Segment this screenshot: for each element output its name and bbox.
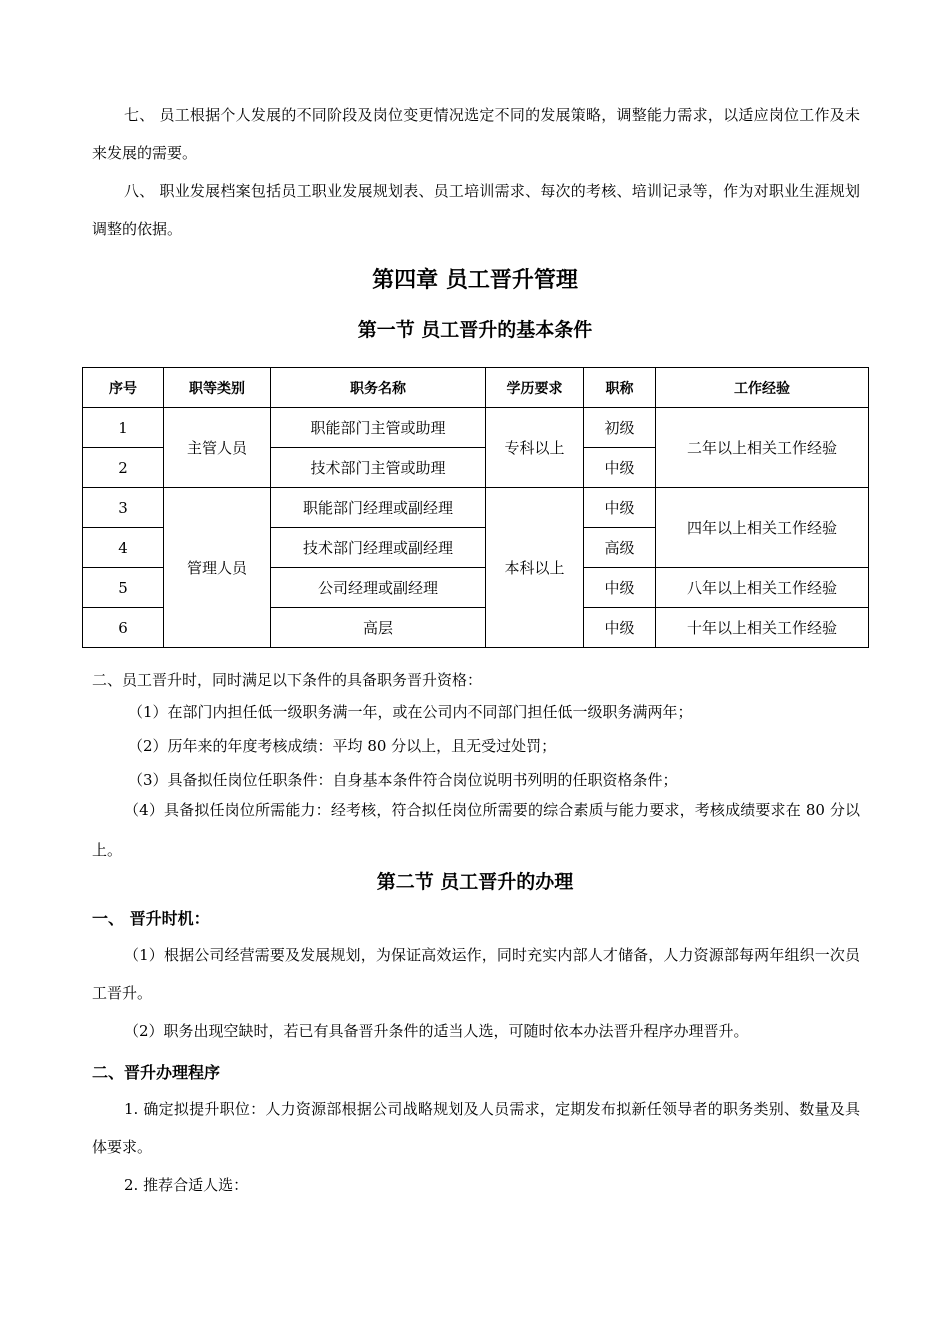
cell-position: 技术部门经理或副经理 (271, 528, 486, 568)
cell-experience: 二年以上相关工作经验 (656, 408, 869, 488)
header-education: 学历要求 (486, 368, 584, 408)
cell-no: 3 (83, 488, 164, 528)
cell-position: 技术部门主管或助理 (271, 448, 486, 488)
timing-heading: 一、 晋升时机： (92, 909, 210, 928)
cell-education: 本科以上 (486, 488, 584, 648)
section-two-title: 第二节 员工晋升的办理 (376, 871, 574, 893)
cell-rank: 中级 (584, 568, 656, 608)
cell-position: 高层 (271, 608, 486, 648)
table-row (83, 408, 869, 448)
chapter-title: 第四章 员工晋升管理 (372, 267, 578, 293)
cell-rank: 中级 (584, 608, 656, 648)
table-row (83, 488, 869, 528)
cell-no: 4 (83, 528, 164, 568)
section-one-title: 第一节 员工晋升的基本条件 (357, 319, 593, 341)
cell-no: 1 (83, 408, 164, 448)
condition-3: （3）具备拟任岗位任职条件：自身基本条件符合岗位说明书列明的任职资格条件； (128, 771, 678, 789)
header-position: 职务名称 (271, 368, 486, 408)
paragraph-seven: 七、 员工根据个人发展的不同阶段及岗位变更情况选定不同的发展策略，调整能力需求，以适应岗位工作及未来发展的需要。 (92, 106, 860, 162)
cell-rank: 中级 (584, 448, 656, 488)
cell-rank: 初级 (584, 408, 656, 448)
procedure-step-1: 1. 确定拟提升职位：人力资源部根据公司战略规划及人员需求，定期发布拟新任领导者的职务类别、数量及具体要求。 (92, 1100, 860, 1156)
cell-no: 2 (83, 448, 164, 488)
condition-2: （2）历年来的年度考核成绩：平均 80 分以上，且无受过处罚； (128, 737, 557, 755)
timing-item-1: （1）根据公司经营需要及发展规划，为保证高效运作，同时充实内部人才储备，人力资源部每两年组织一次员工晋升。 (92, 946, 860, 1002)
cell-position: 职能部门经理或副经理 (271, 488, 486, 528)
condition-1: （1）在部门内担任低一级职务满一年，或在公司内不同部门担任低一级职务满两年； (128, 703, 693, 721)
promotion-conditions-table (82, 367, 869, 648)
condition-4: （4）具备拟任岗位所需能力：经考核，符合拟任岗位所需要的综合素质与能力要求，考核成绩要求在 80 分以上。 (92, 801, 860, 859)
cell-no: 5 (83, 568, 164, 608)
cell-category: 管理人员 (164, 488, 271, 648)
header-no: 序号 (83, 368, 164, 408)
cell-experience: 十年以上相关工作经验 (656, 608, 869, 648)
cell-rank: 高级 (584, 528, 656, 568)
header-experience: 工作经验 (656, 368, 869, 408)
cell-no: 6 (83, 608, 164, 648)
timing-item-2: （2）职务出现空缺时，若已有具备晋升条件的适当人选，可随时依本办法晋升程序办理晋升。 (124, 1022, 749, 1040)
cell-position: 公司经理或副经理 (271, 568, 486, 608)
conditions-intro: 二、员工晋升时，同时满足以下条件的具备职务晋升资格： (92, 671, 483, 689)
cell-position: 职能部门主管或助理 (271, 408, 486, 448)
header-rank: 职称 (584, 368, 656, 408)
table-header-row (83, 368, 869, 408)
paragraph-eight: 八、 职业发展档案包括员工职业发展规划表、员工培训需求、每次的考核、培训记录等，作为对职业生涯规划调整的依据。 (92, 182, 860, 238)
cell-experience: 四年以上相关工作经验 (656, 488, 869, 568)
cell-education: 专科以上 (486, 408, 584, 488)
cell-rank: 中级 (584, 488, 656, 528)
cell-experience: 八年以上相关工作经验 (656, 568, 869, 608)
cell-category: 主管人员 (164, 408, 271, 488)
procedure-step-2: 2. 推荐合适人选： (124, 1176, 249, 1194)
header-category: 职等类别 (164, 368, 271, 408)
procedure-heading: 二、晋升办理程序 (92, 1063, 221, 1082)
